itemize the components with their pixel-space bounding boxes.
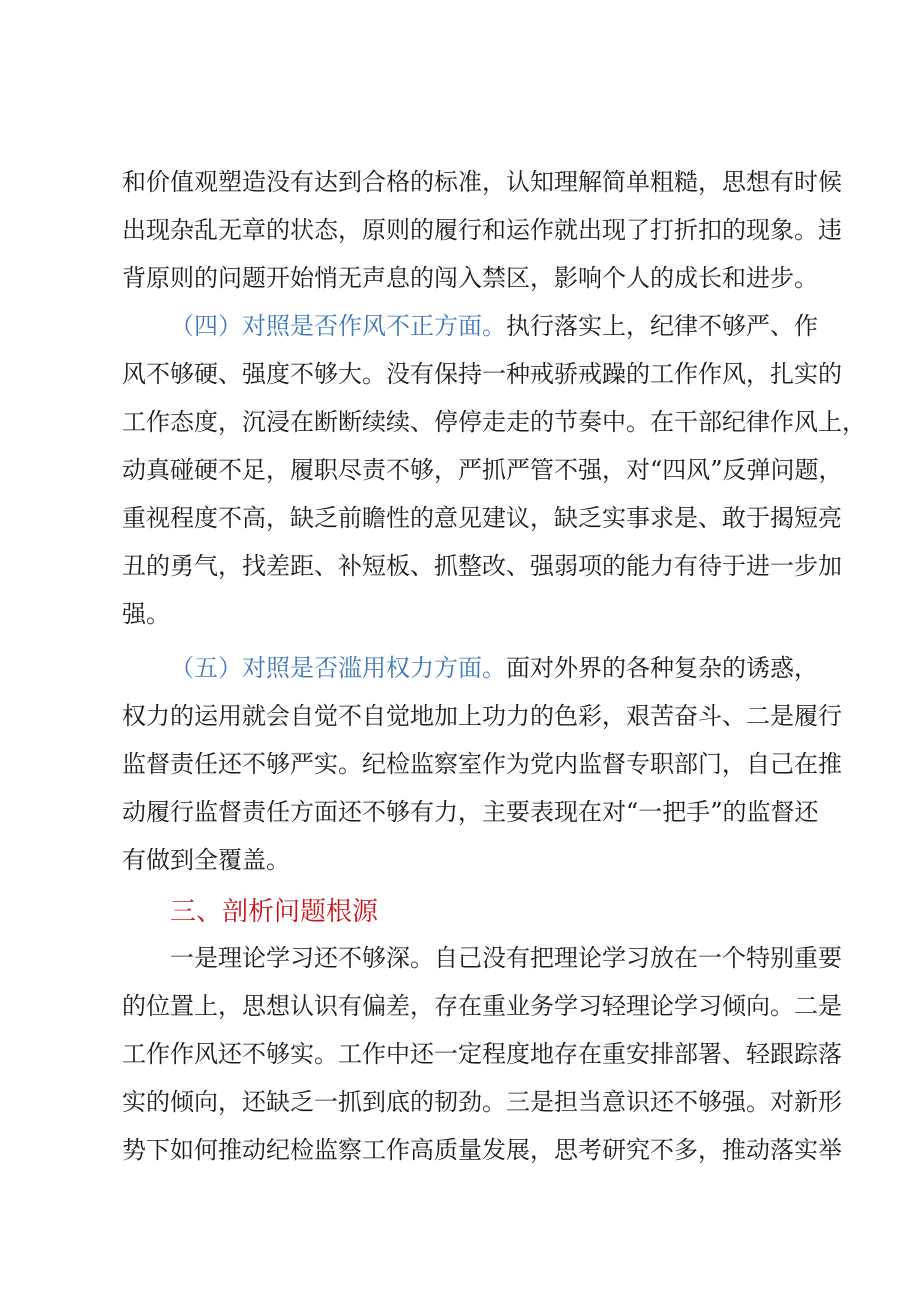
para2-line-5: 重视程度不高，缺乏前瞻性的意见建议，缺乏实事求是、敢于揭短亮 [122, 504, 842, 532]
para4-line-5: 势下如何推动纪检监察工作高质量发展，思考研究不多，推动落实举 [122, 1136, 842, 1164]
para2-line-6: 丑的勇气，找差距、补短板、抓整改、强弱项的能力有待于进一步加 [122, 552, 842, 580]
para4-line-3: 工作作风还不够实。工作中还一定程度地存在重安排部署、轻跟踪落 [122, 1040, 842, 1068]
para2-line-3: 工作态度，沉浸在断断续续、停停走走的节奏中。在干部纪律作风上， [122, 408, 866, 436]
para4-line-4: 实的倾向，还缺乏一抓到底的韧劲。三是担当意识还不够强。对新形 [122, 1088, 842, 1116]
para2-first-line-rest: 执行落实上，纪律不够严、作 [506, 312, 818, 340]
para3-line-5: 有做到全覆盖。 [122, 846, 290, 874]
para2-first-line [170, 308, 818, 344]
para1-line-1: 和价值观塑造没有达到合格的标准，认知理解简单粗糙，思想有时候 [122, 168, 842, 196]
para3-line-4: 动履行监督责任方面还不够有力，主要表现在对“一把手”的监督还 [122, 798, 819, 826]
subheading-five: （五）对照是否滥用权力方面。 [170, 654, 506, 682]
para3-first-line-rest: 面对外界的各种复杂的诱惑， [506, 654, 818, 682]
para1-line-3: 背原则的问题开始悄无声息的闯入禁区，影响个人的成长和进步。 [122, 264, 818, 292]
para4-first-line: 一是理论学习还不够深。自己没有把理论学习放在一个特别重要 [170, 944, 842, 972]
para3-first-line [170, 650, 818, 686]
para2-line-2: 风不够硬、强度不够大。没有保持一种戒骄戒躁的工作作风，扎实的 [122, 360, 842, 388]
para2-line-7: 强。 [122, 600, 170, 628]
para1-line-2: 出现杂乱无章的状态，原则的履行和运作就出现了打折扣的现象。违 [122, 216, 842, 244]
subheading-four: （四）对照是否作风不正方面。 [170, 312, 506, 340]
para2-line-4: 动真碰硬不足，履职尽责不够，严抓严管不强，对“四风”反弹问题， [122, 456, 843, 484]
section-three-heading: 三、剖析问题根源 [170, 897, 379, 927]
para4-line-2: 的位置上，思想认识有偏差，存在重业务学习轻理论学习倾向。二是 [122, 992, 842, 1020]
para3-line-2: 权力的运用就会自觉不自觉地加上功力的色彩，艰苦奋斗、二是履行 [122, 702, 842, 730]
para3-line-3: 监督责任还不够严实。纪检监察室作为党内监督专职部门，自己在推 [122, 750, 842, 778]
